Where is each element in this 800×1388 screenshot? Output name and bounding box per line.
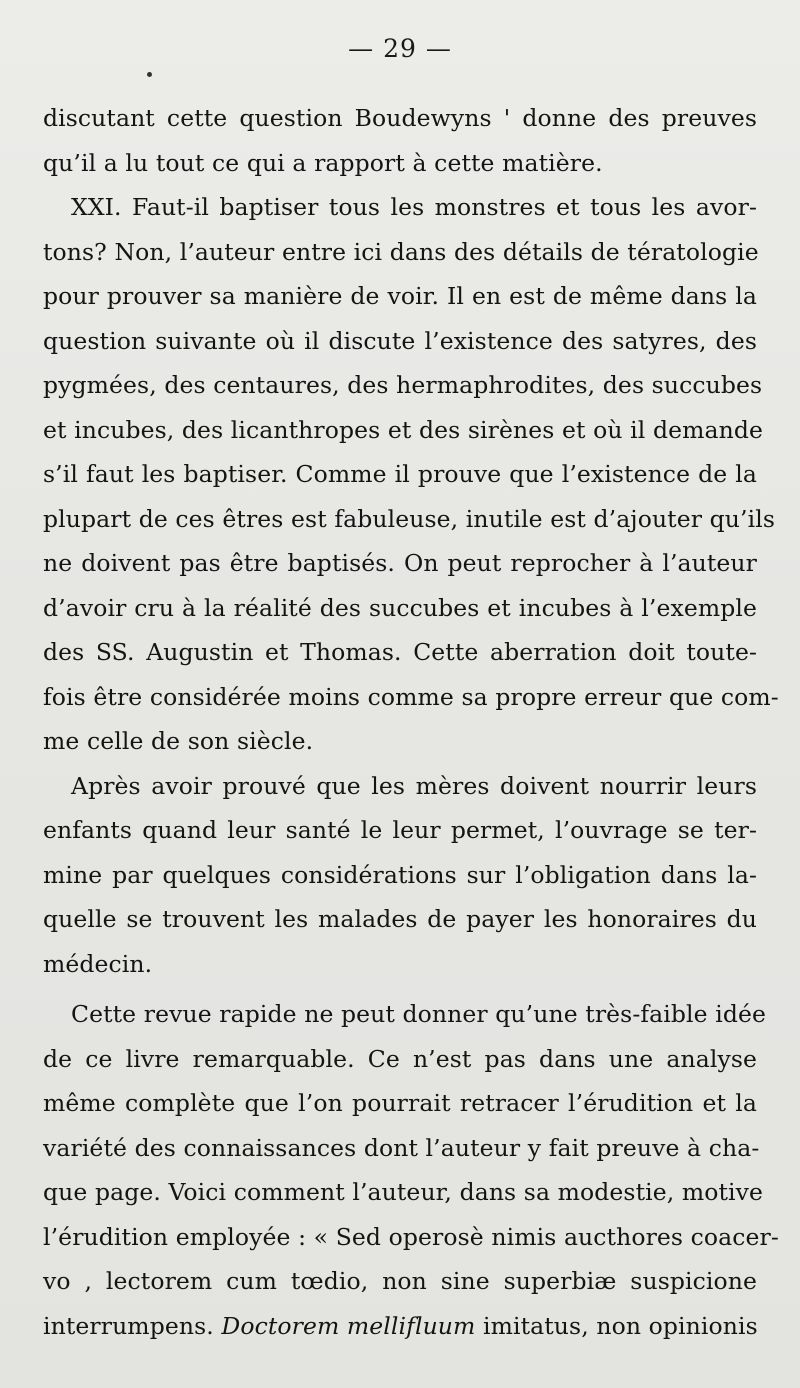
text-line: vo , lectorem cum tœdio, non sine superbiæ suspicione xyxy=(43,1267,757,1295)
ink-speck xyxy=(147,72,152,77)
text-line: l’érudition employée : « Sed operosè nimis aucthores coacer- xyxy=(43,1222,779,1251)
text-line: ne doivent pas être baptisés. On peut reprocher à l’auteur xyxy=(43,549,757,577)
text-line: Après avoir prouvé que les mères doivent nourrir leurs xyxy=(71,771,757,800)
text-line: variété des connaissances dont l’auteur y fait preuve à cha- xyxy=(43,1133,760,1162)
text-line: discutant cette question Boudewyns ' donne des preuves xyxy=(43,104,757,132)
text-line: tons? Non, l’auteur entre ici dans des détails de tératologie xyxy=(43,237,759,266)
italic-phrase: Doctorem mellifluum xyxy=(221,1311,476,1340)
text-run: imitatus, non opinionis xyxy=(475,1311,758,1340)
text-line-last xyxy=(43,1304,757,1349)
text-line: Cette revue rapide ne peut donner qu’une très-faible idée xyxy=(71,1000,767,1028)
text-line: XXI. Faut-il baptiser tous les monstres et tous les avor- xyxy=(71,193,757,221)
text-line: quelle se trouvent les malades de payer les honoraires du xyxy=(43,905,757,933)
text-line: s’il faut les baptiser. Comme il prouve que l’existence de la xyxy=(43,460,757,488)
text-line: des SS. Augustin et Thomas. Cette aberration doit toute- xyxy=(43,638,757,666)
text-line: fois être considérée moins comme sa propre erreur que com- xyxy=(43,682,779,711)
text-run: interrumpens. xyxy=(43,1311,222,1340)
text-line: pour prouver sa manière de voir. Il en est de même dans la xyxy=(43,282,757,310)
page-number: — 29 — xyxy=(348,34,452,63)
text-line: même complète que l’on pourrait retracer l’érudition et la xyxy=(43,1089,757,1117)
text-line: et incubes, des licanthropes et des sirènes et où il demande xyxy=(43,415,763,444)
body-text xyxy=(43,96,779,1348)
text-line: qu’il a lu tout ce qui a rapport à cette matière. xyxy=(43,148,603,177)
text-line: d’avoir cru à la réalité des succubes et incubes à l’exemple xyxy=(43,593,757,622)
text-line: mine par quelques considérations sur l’obligation dans la- xyxy=(43,860,757,889)
text-line: me celle de son siècle. xyxy=(43,727,314,755)
text-line: que page. Voici comment l’auteur, dans sa modestie, motive xyxy=(43,1178,764,1206)
text-line: enfants quand leur santé le leur permet, l’ouvrage se ter- xyxy=(43,816,757,844)
text-line: de ce livre remarquable. Ce n’est pas dans une analyse xyxy=(43,1044,757,1073)
text-line: question suivante où il discute l’existence des satyres, des xyxy=(43,326,757,355)
text-line: plupart de ces êtres est fabuleuse, inutile est d’ajouter qu’ils xyxy=(43,504,775,533)
text-line: médecin. xyxy=(43,949,153,978)
text-line: pygmées, des centaures, des hermaphrodites, des succubes xyxy=(43,371,763,399)
